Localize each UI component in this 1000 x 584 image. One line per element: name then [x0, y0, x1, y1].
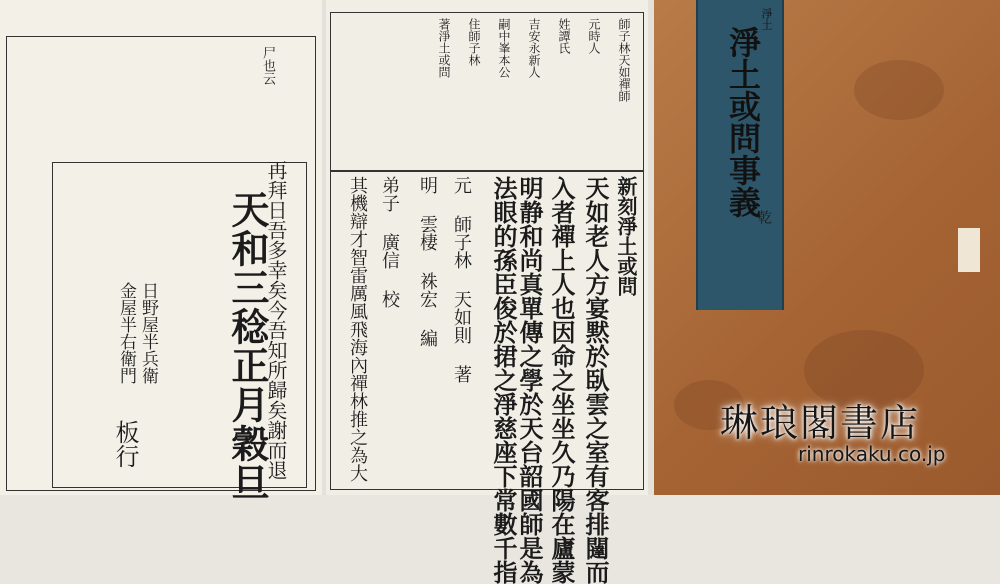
imprint-date: 天和三稔正月穀旦 — [225, 190, 270, 502]
text-line: 天如老人方宴黙於臥雲之室有客排闥而 — [581, 176, 610, 584]
publisher-name-2: 金屋半右衛門 — [116, 282, 136, 384]
left-page — [0, 0, 322, 502]
attribution-line: 弟子 廣信 校 — [379, 176, 400, 308]
margin-note: 尸也云 — [260, 46, 275, 85]
publisher-name-1: 日野屋半兵衛 — [138, 282, 158, 384]
volume-note: 乾 — [756, 210, 772, 224]
text-line: 其機辯才智雷厲風飛海內禪林推之為大 — [347, 176, 368, 482]
attribution-line: 明 雲棲 袾宏 編 — [417, 176, 438, 347]
book-title: 新刻淨土或問 — [614, 176, 638, 296]
printing-mark: 板行 — [111, 420, 139, 468]
stain-mark — [854, 60, 944, 120]
shop-watermark: 琳琅閣書店 — [720, 401, 921, 445]
annotation-line: 姓譚氏 — [557, 18, 571, 54]
cover-title: 淨土或問事義 — [724, 26, 762, 218]
shop-url: rinrokaku.co.jp — [798, 442, 946, 466]
text-line: 入者禪上人也因命之坐坐久乃陽在廬蒙 — [547, 176, 576, 584]
annotation-line: 元時人 — [587, 18, 601, 54]
annotation-line: 住師子林 — [467, 18, 481, 66]
header-divider — [330, 170, 644, 172]
middle-page — [326, 0, 648, 584]
text-line: 法眼的孫臣俊於捃之淨慈座下常數千指 — [489, 176, 518, 584]
text-line: 明静和尚真單傳之學於天台韶國師是為 — [515, 176, 544, 584]
annotation-line: 吉安永新人 — [527, 18, 541, 78]
annotation-line: 著淨土或問 — [437, 18, 451, 78]
label-top-note: 淨土 — [760, 8, 773, 30]
annotation-area — [336, 18, 636, 166]
attribution-line: 元 師子林 天如則 著 — [451, 176, 472, 383]
closing-text-column: 再拜日吾多幸矣今吾知所歸矣謝而退 — [264, 160, 288, 480]
annotation-line: 嗣中峯本公 — [497, 18, 511, 78]
title-slip — [696, 0, 784, 310]
torn-patch — [958, 228, 980, 272]
annotation-line: 師子林天如禪師 — [617, 18, 631, 102]
